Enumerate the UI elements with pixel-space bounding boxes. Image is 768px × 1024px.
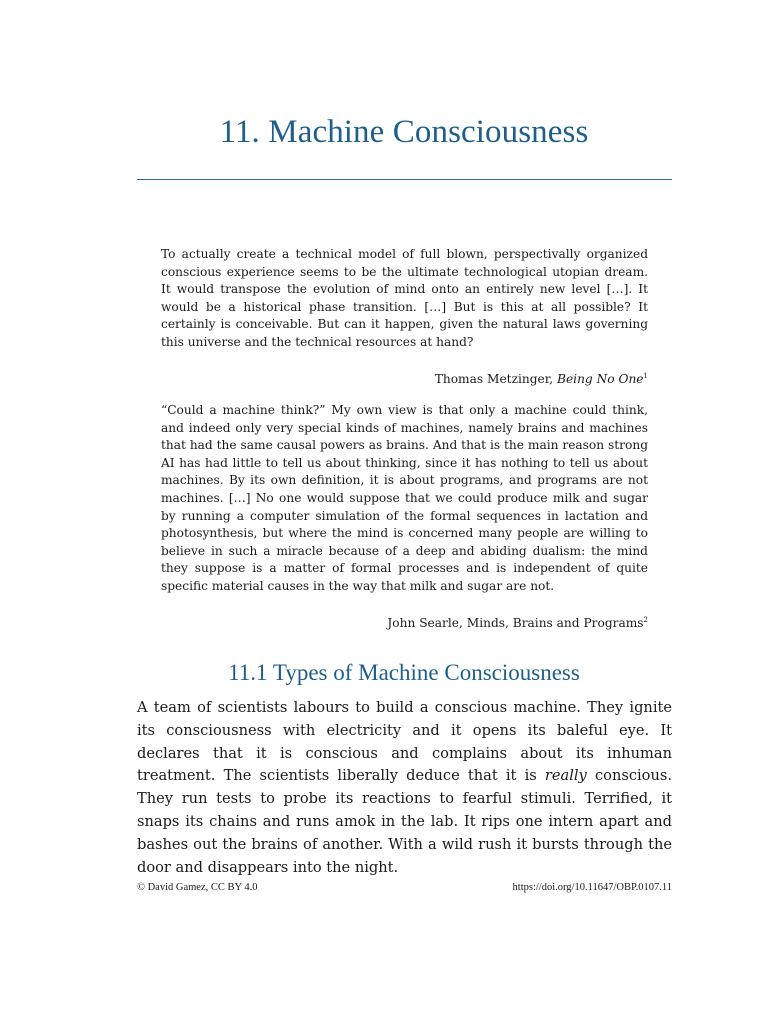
epigraph-attribution-metzinger	[435, 372, 648, 386]
paragraph-emphasis: really	[544, 767, 587, 785]
attribution-author: Thomas Metzinger,	[434, 372, 557, 386]
epigraph-attribution-searle	[387, 616, 648, 630]
attribution-work: Being No One	[557, 372, 644, 386]
footer-doi-link[interactable]: https://doi.org/10.11647/OBP.0107.11	[512, 882, 672, 893]
title-divider	[137, 179, 672, 180]
footer-copyright: © David Gamez, CC BY 4.0	[137, 882, 258, 893]
section-heading: 11.1 Types of Machine Consciousness	[228, 660, 580, 685]
footnote-marker[interactable]: 1	[643, 372, 648, 380]
paragraph-text: A team of scientists labours to build a conscious machine. They ignite its consciousness with electricity and it opens its baleful eye. It declares that it is conscious and complains about its inhuman treatment. The scientists liberally deduce that it is	[137, 699, 672, 785]
body-paragraph	[137, 697, 672, 879]
paragraph-text: conscious. They run tests to probe its reactions to fearful stimuli. Terrified, it snaps its chains and runs amok in the lab. It rips one intern apart and bashes out the brains of another. With a wild rush it bursts through the door and disappears into the night.	[137, 767, 672, 876]
epigraph-quote-metzinger: To actually create a technical model of full blown, perspectivally organized conscious experience seems to be the ultimate technological utopian dream. It would transpose the evolution of mind onto an entirely new level […]. It would be a historical phase transition. […] But is this at all possible? It certainly is conceivable. But can it happen, given the natural laws governing this universe and the technical resources at hand?	[161, 247, 648, 349]
chapter-title: 11. Machine Consciousness	[219, 114, 589, 150]
epigraph-quote-searle: “Could a machine think?” My own view is that only a machine could think, and indeed only very special kinds of machines, namely brains and machines that had the same causal powers as brains. And that is the main reason strong AI has had little to tell us about thinking, since it has nothing to tell us about machines. By its own definition, it is about programs, and programs are not machines. […] No one would suppose that we could produce milk and sugar by running a computer simulation of the formal sequences in lactation and photosynthesis, but where the mind is concerned many people are willing to believe in such a miracle because of a deep and abiding dualism: the mind they suppose is a matter of formal processes and is independent of quite specific material causes in the way that milk and sugar are not.	[161, 403, 648, 593]
attribution-author: John Searle, Minds, Brains and Programs	[387, 616, 644, 630]
footnote-marker[interactable]: 2	[643, 616, 648, 624]
